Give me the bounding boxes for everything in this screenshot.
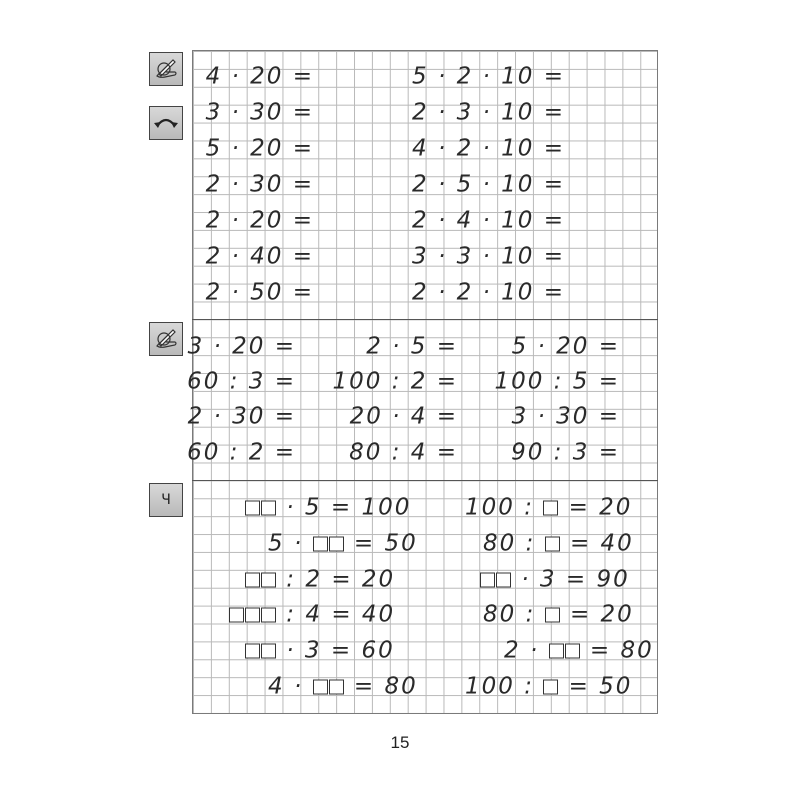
pencil-hand-icon [149, 322, 183, 356]
fill-in-equation [245, 566, 396, 593]
equation: 20 · 4 = [349, 403, 458, 430]
task-number-badge [149, 483, 183, 517]
answer-box[interactable] [496, 573, 511, 588]
equation-suffix: = 50 [559, 673, 633, 700]
fill-in-equation [483, 601, 634, 628]
equation: 3 · 30 = [511, 403, 620, 430]
section-divider [192, 319, 658, 320]
answer-box[interactable] [313, 680, 328, 695]
equation-suffix: · 3 = 90 [512, 566, 630, 593]
equation-suffix: = 80 [344, 673, 418, 700]
equation: 3 · 20 = [187, 333, 296, 360]
answer-box[interactable] [545, 608, 560, 623]
fill-in-equation [483, 530, 634, 557]
equation-suffix: : 2 = 20 [277, 566, 396, 593]
equation-prefix: 5 · [268, 530, 313, 557]
equation: 2 · 40 = [205, 243, 314, 270]
fill-in-equation [268, 530, 418, 557]
fill-in-equation [268, 673, 418, 700]
answer-boxes[interactable] [245, 501, 277, 516]
equation-suffix: = 50 [344, 530, 418, 557]
equation-suffix: = 20 [560, 601, 634, 628]
answer-boxes[interactable] [245, 644, 277, 659]
equation: 2 · 5 = [366, 333, 458, 360]
equation: 2 · 2 · 10 = [412, 279, 565, 306]
answer-box[interactable] [229, 608, 244, 623]
equation: 5 · 20 = [511, 333, 620, 360]
equation: 2 · 5 · 10 = [412, 171, 565, 198]
equation-prefix: 100 : [465, 673, 544, 700]
fill-in-equation [504, 637, 654, 664]
equation-suffix: · 5 = 100 [277, 494, 412, 521]
equation-suffix: · 3 = 60 [277, 637, 395, 664]
equation: 2 · 30 = [205, 171, 314, 198]
answer-box[interactable] [245, 644, 260, 659]
answer-boxes[interactable] [229, 608, 277, 623]
answer-box[interactable] [480, 573, 495, 588]
answer-boxes[interactable] [543, 501, 559, 516]
answer-box[interactable] [329, 537, 344, 552]
equation: 2 · 50 = [205, 279, 314, 306]
answer-box[interactable] [245, 573, 260, 588]
answer-box[interactable] [313, 537, 328, 552]
fill-in-equation [465, 494, 633, 521]
answer-boxes[interactable] [549, 644, 581, 659]
answer-boxes[interactable] [543, 680, 559, 695]
fill-in-equation [229, 601, 396, 628]
equation: 100 : 2 = [332, 368, 458, 395]
answer-box[interactable] [261, 644, 276, 659]
fill-in-equation [245, 494, 412, 521]
answer-box[interactable] [245, 608, 260, 623]
answer-box[interactable] [543, 501, 558, 516]
equation: 60 : 2 = [187, 439, 296, 466]
answer-box[interactable] [545, 537, 560, 552]
equation: 5 · 20 = [205, 135, 314, 162]
answer-box[interactable] [565, 644, 580, 659]
section-divider [192, 480, 658, 481]
answer-boxes[interactable] [313, 537, 345, 552]
equation: 5 · 2 · 10 = [412, 63, 565, 90]
equation-suffix: = 20 [559, 494, 633, 521]
answer-boxes[interactable] [545, 608, 561, 623]
fill-in-equation [465, 673, 633, 700]
task-number-label: Ч [161, 492, 171, 508]
equation: 3 · 3 · 10 = [412, 243, 565, 270]
answer-box[interactable] [543, 680, 558, 695]
answer-box[interactable] [549, 644, 564, 659]
equation: 2 · 4 · 10 = [412, 207, 565, 234]
answer-box[interactable] [261, 573, 276, 588]
answer-boxes[interactable] [545, 537, 561, 552]
equation-prefix: 80 : [483, 601, 545, 628]
equation: 4 · 2 · 10 = [412, 135, 565, 162]
equation-suffix: = 80 [580, 637, 654, 664]
equation: 80 : 4 = [349, 439, 458, 466]
equation-prefix: 80 : [483, 530, 545, 557]
equation: 100 : 5 = [494, 368, 620, 395]
equation: 2 · 30 = [187, 403, 296, 430]
equation: 60 : 3 = [187, 368, 296, 395]
pencil-hand-icon [149, 52, 183, 86]
answer-box[interactable] [245, 501, 260, 516]
equation: 90 : 3 = [511, 439, 620, 466]
equation-suffix: : 4 = 40 [277, 601, 396, 628]
page-number: 15 [390, 733, 410, 752]
equation: 4 · 20 = [205, 63, 314, 90]
answer-box[interactable] [261, 608, 276, 623]
answer-box[interactable] [261, 501, 276, 516]
equation-prefix: 2 · [504, 637, 549, 664]
fill-in-equation [245, 637, 395, 664]
equation-suffix: = 40 [560, 530, 634, 557]
answer-boxes[interactable] [480, 573, 512, 588]
equation: 3 · 30 = [205, 99, 314, 126]
equation-prefix: 4 · [268, 673, 313, 700]
equation-prefix: 100 : [465, 494, 544, 521]
answer-boxes[interactable] [313, 680, 345, 695]
equation: 2 · 20 = [205, 207, 314, 234]
equation: 2 · 3 · 10 = [412, 99, 565, 126]
fill-in-equation [480, 566, 630, 593]
answer-box[interactable] [329, 680, 344, 695]
curved-arrow-icon [149, 106, 183, 140]
answer-boxes[interactable] [245, 573, 277, 588]
